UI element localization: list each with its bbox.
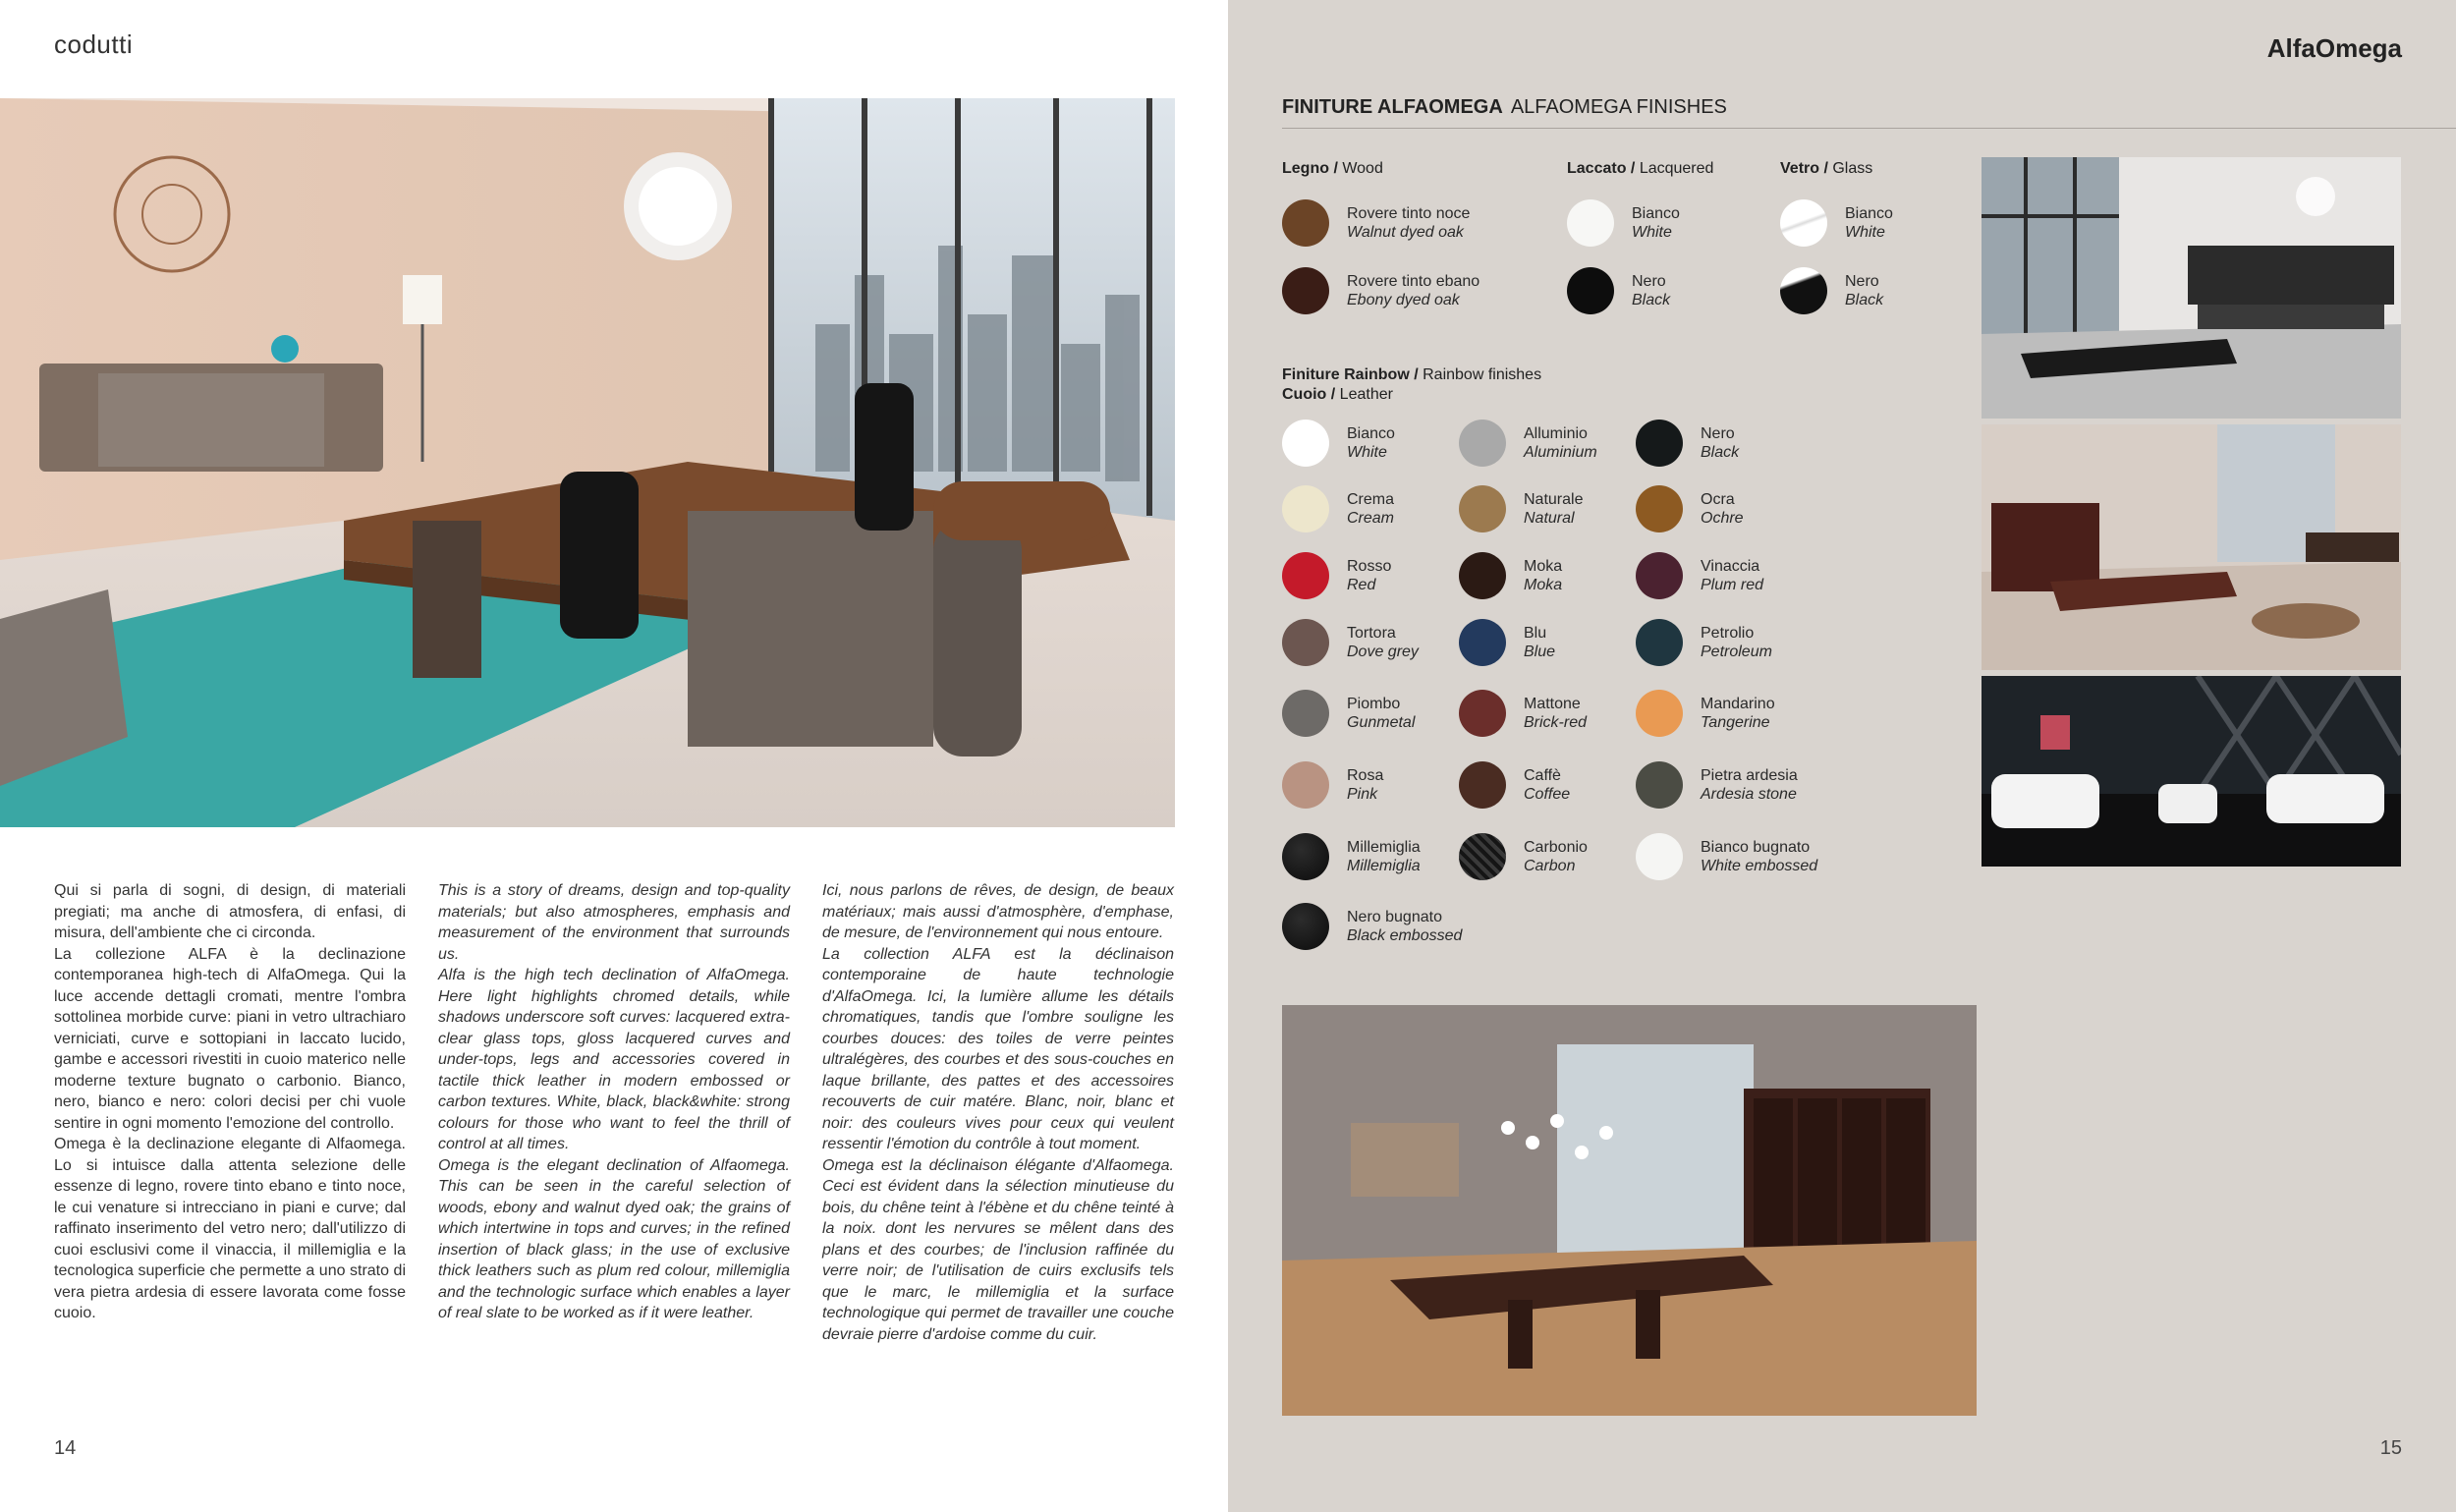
swatch-translation: Walnut dyed oak	[1347, 224, 1464, 241]
swatch-label	[1701, 624, 1772, 661]
swatch-name: Nero	[1845, 273, 1879, 290]
swatch-label	[1347, 424, 1395, 462]
swatch-name: Naturale	[1524, 491, 1584, 508]
swatch-label	[1524, 766, 1570, 804]
swatch-label	[1524, 695, 1587, 732]
swatch-nero	[1780, 267, 1883, 314]
swatch-color-circle	[1282, 199, 1329, 247]
group-label-leather: Cuoio / Leather	[1282, 386, 1393, 403]
paragraph: Omega est la déclinaison élégante d'Alfaomega. Ceci est évident dans la sélection minutieuse du bois, du chêne teint à l'ébène et du chêne teinté à la noix. dont les nervures se mêlent dans des plans et des courbes; de l'inclusion raffinée du verre noir; de l'utilisation de cuirs exclusifs tels que le marc, le millemiglia et la surface technologique qui permet de travailler une couche devraie pierre d'ardoise comme du cuir.	[822, 1156, 1174, 1343]
swatch-name: Nero	[1632, 273, 1666, 290]
swatch-carbonio	[1459, 833, 1588, 880]
swatch-ocra	[1636, 485, 1744, 532]
swatch-label	[1347, 908, 1462, 945]
swatch-label	[1347, 557, 1391, 594]
swatch-label	[1347, 204, 1470, 242]
swatch-rovere-tinto-ebano	[1282, 267, 1479, 314]
swatch-blu	[1459, 619, 1555, 666]
swatch-label	[1524, 490, 1583, 528]
swatch-translation: Ochre	[1701, 510, 1744, 527]
swatch-label	[1347, 838, 1421, 875]
paragraph: This is a story of dreams, design and top-quality materials; but also atmospheres, emphasis and measurement of the environment that surrounds us.	[438, 882, 790, 963]
swatch-name: Millemiglia	[1347, 839, 1421, 856]
swatch-caff-	[1459, 761, 1570, 809]
swatch-label	[1701, 838, 1817, 875]
photo-alfa-office	[1982, 157, 2401, 419]
paragraph: Alfa is the high tech declination of AlfaOmega. Here light highlights chromed details, while shadows underscore soft curves: lacquered extra-clear glass tops, gloss lacquered curves and under-tops, legs and accessories covered in tactile thick leather in modern embossed or carbon textures. White, black, black&white: strong colours for those who want to feel the thrill of control at all times.	[438, 967, 790, 1152]
section-heading-en: ALFAOMEGA FINISHES	[1510, 96, 1727, 118]
swatch-color-circle	[1459, 552, 1506, 599]
swatch-color-circle	[1636, 833, 1683, 880]
swatch-color-circle	[1780, 267, 1827, 314]
swatch-millemiglia	[1282, 833, 1421, 880]
swatch-name: Bianco	[1632, 205, 1680, 222]
swatch-color-circle	[1282, 833, 1329, 880]
group-label-wood: Legno / Wood	[1282, 160, 1383, 177]
swatch-translation: Coffee	[1524, 786, 1571, 803]
swatch-translation: Carbon	[1524, 858, 1576, 874]
swatch-label	[1347, 695, 1415, 732]
text-column-english	[438, 880, 790, 1324]
swatch-name: Blu	[1524, 625, 1547, 642]
swatch-name: Mandarino	[1701, 696, 1775, 712]
swatch-name: Rovere tinto noce	[1347, 205, 1471, 222]
swatch-name: Pietra ardesia	[1701, 767, 1798, 784]
page-number-right: 15	[2379, 1437, 2402, 1459]
swatch-label	[1347, 766, 1383, 804]
swatch-color-circle	[1780, 199, 1827, 247]
swatch-name: Rovere tinto ebano	[1347, 273, 1480, 290]
swatch-rosso	[1282, 552, 1391, 599]
swatch-color-circle	[1636, 690, 1683, 737]
paragraph: Omega è la declinazione elegante di Alfaomega. Lo si intuisce dalla attenta selezione delle essenze di legno, rovere tinto ebano e tinto noce, le cui venature si intrecciano in piani e curve; dal raffinato inserimento del vetro nero; dall'utilizzo di cuoi esclusivi come il vinaccia, il millemiglia e la tecnologica superficie che permette a uno strato di vera pietra ardesia di essere lavorata come fosse cuoio.	[54, 1136, 406, 1321]
swatch-color-circle	[1567, 267, 1614, 314]
swatch-label	[1347, 624, 1419, 661]
swatch-label	[1524, 838, 1588, 875]
group-label-lacquered: Laccato / Lacquered	[1567, 160, 1714, 177]
swatch-bianco	[1780, 199, 1893, 247]
swatch-alluminio	[1459, 420, 1597, 467]
swatch-color-circle	[1567, 199, 1614, 247]
swatch-label	[1524, 557, 1562, 594]
swatch-color-circle	[1636, 552, 1683, 599]
swatch-label	[1701, 766, 1798, 804]
swatch-name: Carbonio	[1524, 839, 1588, 856]
swatch-crema	[1282, 485, 1394, 532]
swatch-bianco	[1567, 199, 1680, 247]
swatch-color-circle	[1282, 690, 1329, 737]
swatch-mattone	[1459, 690, 1587, 737]
swatch-label	[1524, 624, 1555, 661]
swatch-color-circle	[1282, 761, 1329, 809]
swatch-translation: White	[1845, 224, 1885, 241]
swatch-nero-bugnato	[1282, 903, 1462, 950]
swatch-name: Nero	[1701, 425, 1735, 442]
swatch-label	[1524, 424, 1597, 462]
swatch-translation: White embossed	[1701, 858, 1818, 874]
swatch-name: Moka	[1524, 558, 1563, 575]
paragraph: Ici, nous parlons de rêves, de design, de beaux matériaux; mais aussi d'atmosphère, d'emphase, de mesure, de l'environnement qui nous entoure.	[822, 882, 1174, 941]
swatch-color-circle	[1459, 485, 1506, 532]
paragraph: Omega is the elegant declination of Alfaomega. This can be seen in the careful selection of woods, ebony and walnut dyed oak; the grains of which intertwine in tops and curves; in the refined insertion of black glass; in the use of exclusive thick leathers such as plum red colour, millemiglia and the technologic surface which enables a layer of real slate to be worked as if it were leather.	[438, 1156, 790, 1321]
swatch-name: Petrolio	[1701, 625, 1755, 642]
section-heading	[1282, 96, 2456, 129]
swatch-name: Crema	[1347, 491, 1395, 508]
swatch-label	[1845, 204, 1893, 242]
swatch-rosa	[1282, 761, 1383, 809]
swatch-name: Bianco bugnato	[1701, 839, 1811, 856]
swatch-color-circle	[1282, 485, 1329, 532]
swatch-color-circle	[1282, 619, 1329, 666]
paragraph: Qui si parla di sogni, di design, di materiali pregiati; ma anche di atmosfera, di enfasi, di misura, dell'ambiente che ci circonda.	[54, 882, 406, 941]
swatch-moka	[1459, 552, 1562, 599]
swatch-translation: Blue	[1524, 644, 1556, 660]
swatch-translation: Natural	[1524, 510, 1575, 527]
swatch-translation: Ebony dyed oak	[1347, 292, 1460, 308]
text-column-italian	[54, 880, 406, 1324]
swatch-translation: Plum red	[1701, 577, 1764, 593]
swatch-name: Bianco	[1347, 425, 1395, 442]
swatch-name: Rosa	[1347, 767, 1384, 784]
brand-logo: codutti	[54, 29, 134, 59]
swatch-label	[1701, 424, 1739, 462]
swatch-color-circle	[1636, 619, 1683, 666]
swatch-label	[1701, 695, 1775, 732]
swatch-nero	[1636, 420, 1739, 467]
swatch-name: Caffè	[1524, 767, 1561, 784]
swatch-name: Nero bugnato	[1347, 909, 1442, 925]
swatch-bianco	[1282, 420, 1395, 467]
swatch-mandarino	[1636, 690, 1775, 737]
paragraph: La collection ALFA est la déclinaison contemporaine de haute technologie d'AlfaOmega. Ici, la lumière allume les détails chromatiques, tandis que l'ombre souligne les courbes douces: des toiles de verre peintes ultralégères, des courbes et des sous-couches en laque brillante, des pattes et des accessoires recouverts de cuir matére. Blanc, noir, blanc et noir: des couleurs vives pour ceux qui veulent ressentir l'émotion du contrôle à tout moment.	[822, 945, 1174, 1152]
swatch-translation: Moka	[1524, 577, 1563, 593]
right-page	[1228, 0, 2456, 1512]
swatch-color-circle	[1459, 690, 1506, 737]
hero-photo-office	[0, 98, 1175, 827]
swatch-color-circle	[1636, 761, 1683, 809]
swatch-translation: Black embossed	[1347, 927, 1463, 944]
swatch-name: Alluminio	[1524, 425, 1588, 442]
swatch-translation: White	[1347, 444, 1387, 461]
photo-omega-office	[1982, 424, 2401, 670]
swatch-translation: Millemiglia	[1347, 858, 1421, 874]
swatch-color-circle	[1459, 420, 1506, 467]
swatch-tortora	[1282, 619, 1419, 666]
swatch-color-circle	[1459, 761, 1506, 809]
swatch-name: Rosso	[1347, 558, 1392, 575]
swatch-name: Bianco	[1845, 205, 1893, 222]
swatch-translation: Brick-red	[1524, 714, 1588, 731]
swatch-vinaccia	[1636, 552, 1763, 599]
swatch-translation: Gunmetal	[1347, 714, 1416, 731]
swatch-translation: Pink	[1347, 786, 1378, 803]
swatch-pietra-ardesia	[1636, 761, 1798, 809]
group-label-glass: Vetro / Glass	[1780, 160, 1873, 177]
swatch-color-circle	[1459, 833, 1506, 880]
swatch-label	[1701, 557, 1763, 594]
swatch-label	[1845, 272, 1883, 309]
paragraph: La collezione ALFA è la declinazione contemporanea high-tech di AlfaOmega. Qui la luce accende dettagli cromati, mentre l'ombra sottolinea morbide curve: piani in vetro ultrachiaro verniciati, curve e sottopiani in laccato lucido, gambe e accessori rivestiti in cuoio materico nelle moderne texture bugnato o carbonio. Bianco, nero, bianco e nero: colori decisi per chi vuole sentire in ogni momento l'emozione del controllo.	[54, 945, 406, 1132]
swatch-color-circle	[1282, 903, 1329, 950]
swatch-translation: Aluminium	[1524, 444, 1597, 461]
swatch-label	[1701, 490, 1744, 528]
swatch-petrolio	[1636, 619, 1772, 666]
swatch-color-circle	[1636, 420, 1683, 467]
swatch-translation: Ardesia stone	[1701, 786, 1797, 803]
swatch-color-circle	[1459, 619, 1506, 666]
swatch-translation: Tangerine	[1701, 714, 1770, 731]
swatch-translation: Cream	[1347, 510, 1395, 527]
swatch-color-circle	[1282, 267, 1329, 314]
swatch-translation: Red	[1347, 577, 1376, 593]
swatch-naturale	[1459, 485, 1583, 532]
series-title: AlfaOmega	[2266, 33, 2402, 63]
section-heading-it: FINITURE ALFAOMEGA	[1282, 96, 1503, 118]
swatch-label	[1632, 204, 1680, 242]
swatch-name: Piombo	[1347, 696, 1401, 712]
swatch-name: Mattone	[1524, 696, 1581, 712]
swatch-nero	[1567, 267, 1670, 314]
swatch-label	[1347, 490, 1394, 528]
swatch-name: Ocra	[1701, 491, 1735, 508]
swatch-color-circle	[1282, 420, 1329, 467]
swatch-translation: Black	[1845, 292, 1884, 308]
swatch-rovere-tinto-noce	[1282, 199, 1470, 247]
page-number-left: 14	[54, 1437, 77, 1459]
swatch-name: Vinaccia	[1701, 558, 1760, 575]
photo-meeting-room	[1282, 1005, 1977, 1416]
swatch-label	[1632, 272, 1670, 309]
swatch-color-circle	[1282, 552, 1329, 599]
swatch-translation: Petroleum	[1701, 644, 1772, 660]
swatch-label	[1347, 272, 1479, 309]
swatch-bianco-bugnato	[1636, 833, 1817, 880]
photo-lounge	[1982, 676, 2401, 867]
group-label-rainbow: Finiture Rainbow / Rainbow finishes	[1282, 366, 1542, 383]
swatch-translation: White	[1632, 224, 1672, 241]
text-column-french	[822, 880, 1174, 1345]
swatch-translation: Black	[1701, 444, 1740, 461]
swatch-piombo	[1282, 690, 1415, 737]
swatch-translation: Black	[1632, 292, 1671, 308]
swatch-color-circle	[1636, 485, 1683, 532]
swatch-translation: Dove grey	[1347, 644, 1419, 660]
office-illustration	[0, 98, 1175, 827]
swatch-name: Tortora	[1347, 625, 1396, 642]
